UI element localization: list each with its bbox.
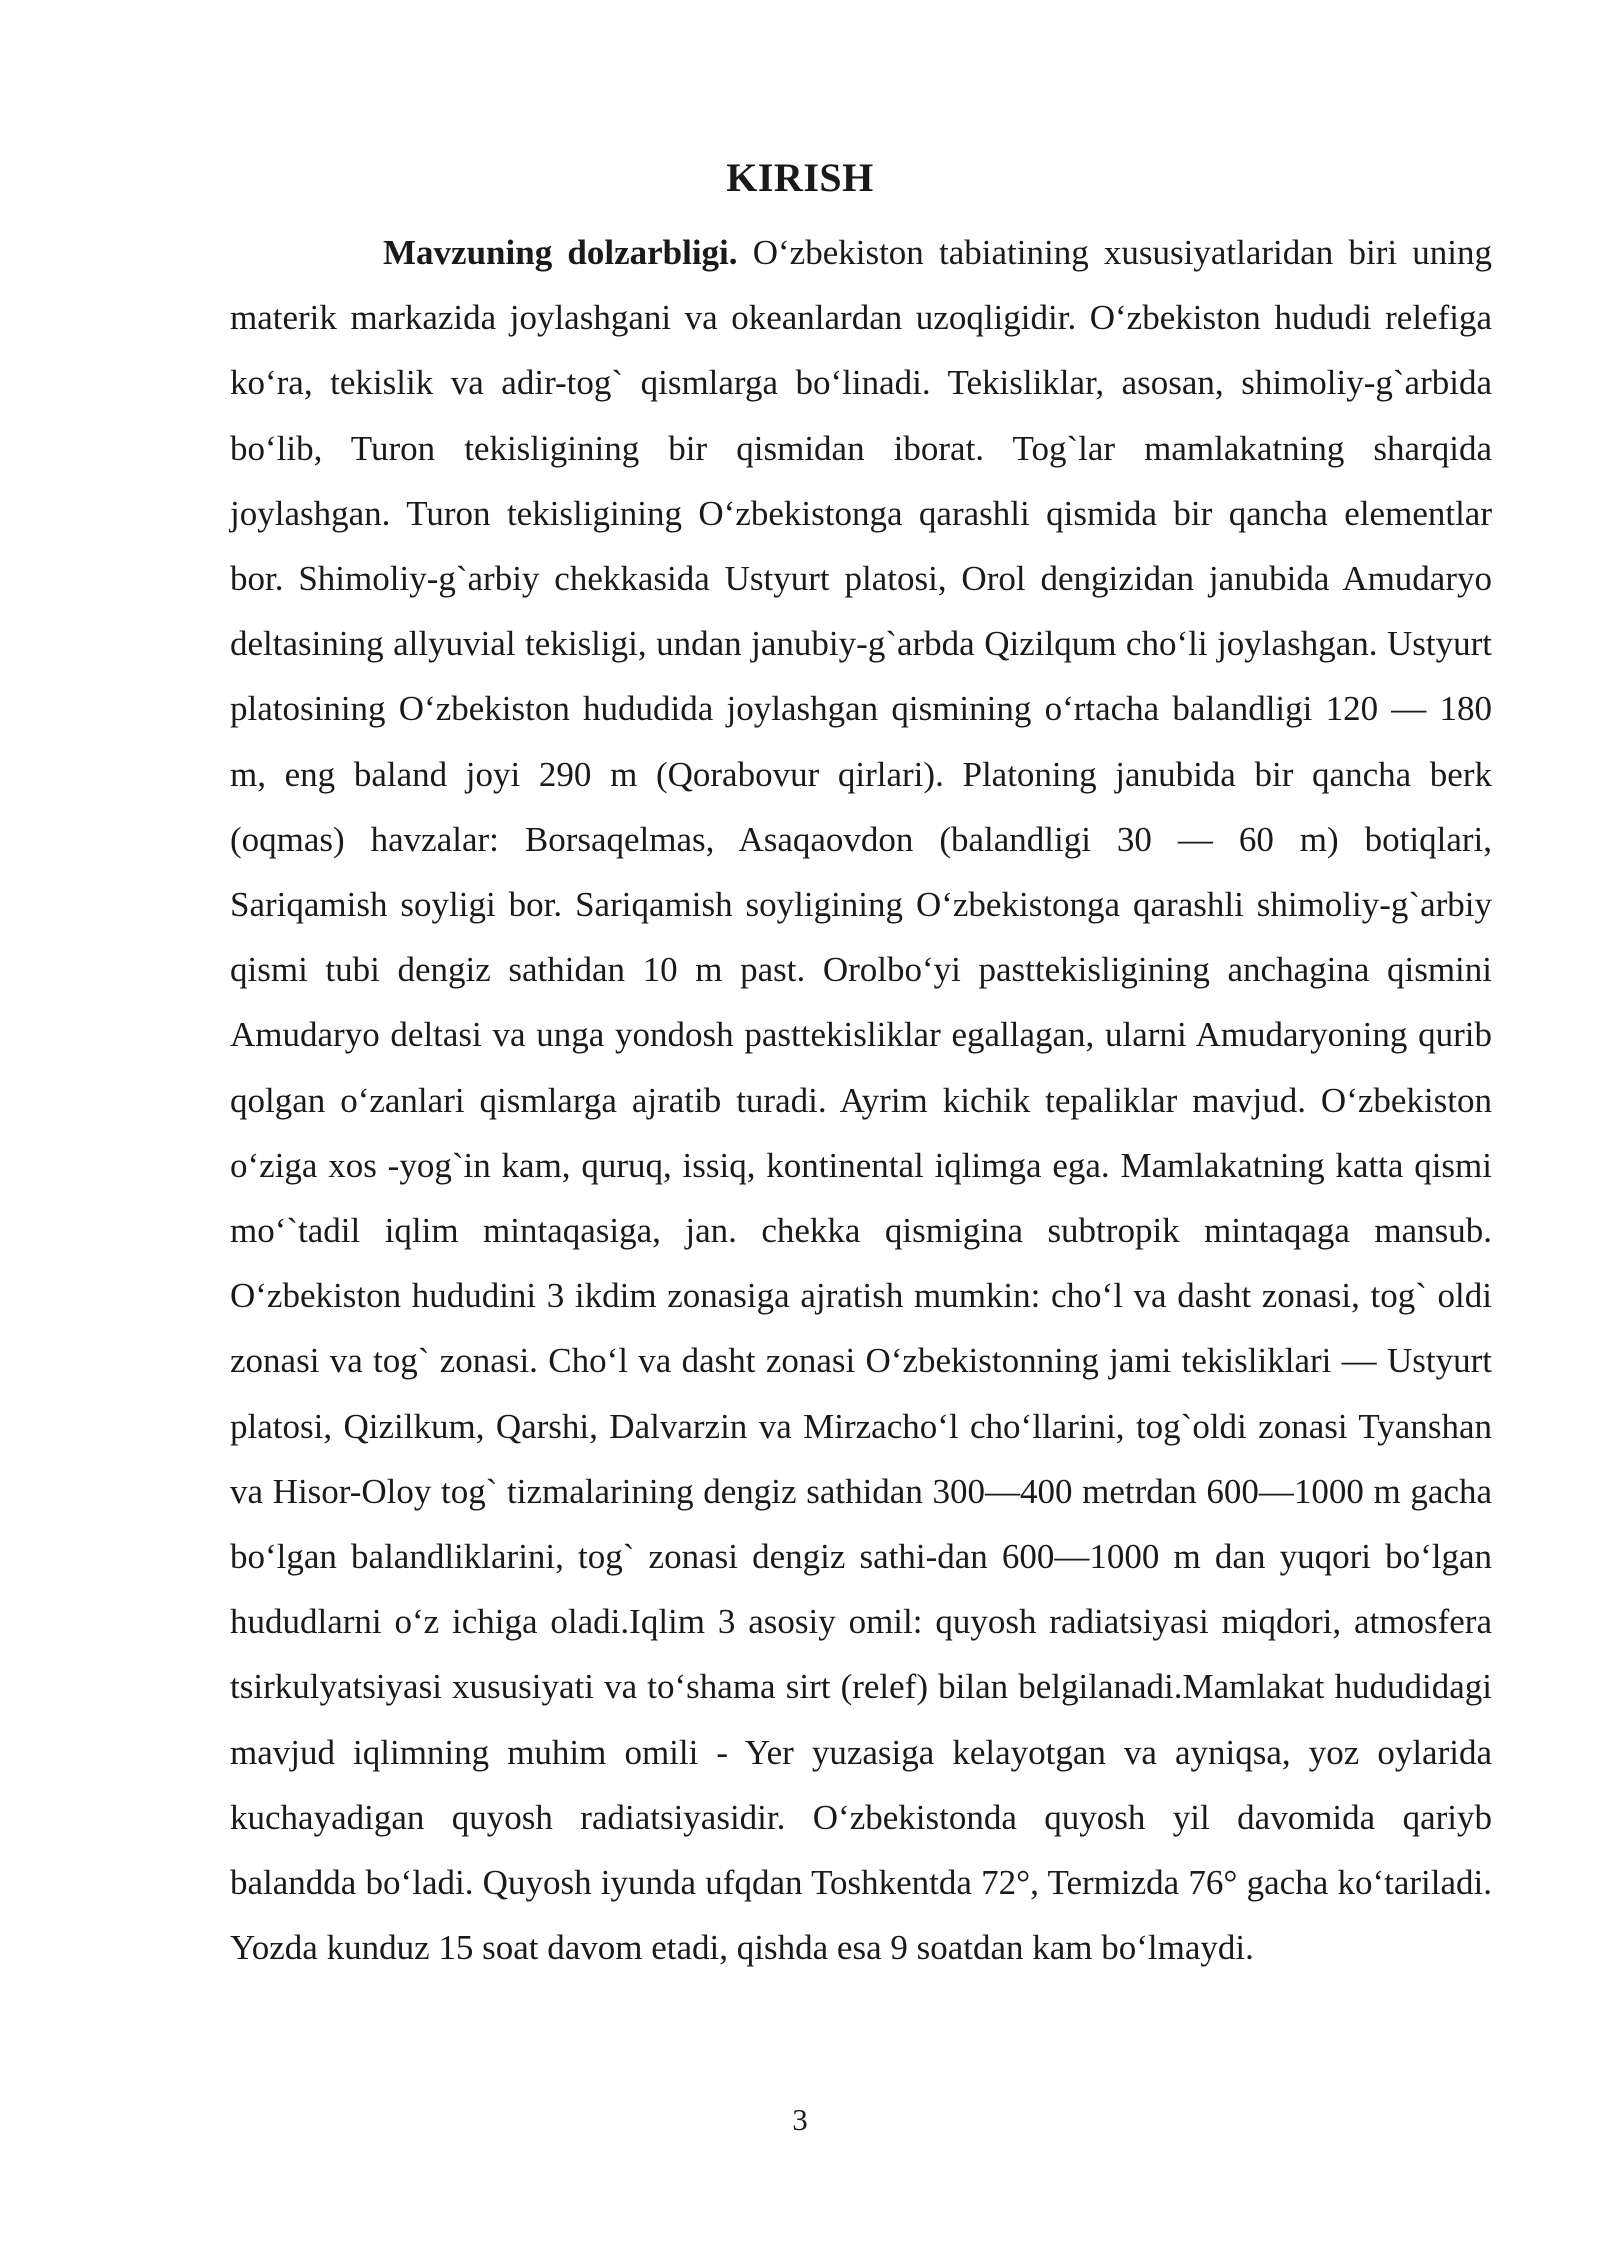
section-heading: KIRISH [726, 155, 874, 200]
paragraph-lead: Mavzuning dolzarbligi. [383, 233, 738, 272]
paragraph-text: O‘zbekiston tabiatining xususiyatlaridan biri uning materik markazida joylashgani va okeanlardan uzoqligidir. O‘zbekiston hududi relefiga ko‘ra, tekislik va adir-tog` qismlarga bo‘linadi. Tekisliklar, asosan, shimoliy-g`arbida bo‘lib, Turon tekisligining bir qismidan iborat. Tog`lar mamlakatning sharqida joylashgan. Turon tekisligining O‘zbekistonga qarashli qismida bir qancha elementlar bor. Shimoliy-g`arbiy chekkasida Ustyurt platosi, Orol dengizidan janubida Amudaryo deltasining allyuvial tekisligi, undan janubiy-g`arbda Qizilqum cho‘li joylashgan. Ustyurt platosining O‘zbekiston hududida joylashgan qismining o‘rtacha balandligi 120 — 180 m, eng baland joyi 290 m (Qorabovur qirlari). Platoning janubida bir qancha berk (oqmas) havzalar: Borsaqelmas, Asaqaovdon (balandligi 30 — 60 m) botiqlari, Sariqamish soyligi bor. Sariqamish soyligining O‘zbekistonga qarashli shimoliy-g`arbiy qismi tubi dengiz sathidan 10 m past. Orolbo‘yi pasttekisligining anchagina qismini Amudaryo deltasi va unga yondosh pasttekisliklar egallagan, ularni Amudaryoning qurib qolgan o‘zanlari qismlarga ajratib turadi. Ayrim kichik tepaliklar mavjud. O‘zbekiston o‘ziga xos -yog`in kam, quruq, issiq, kontinental iqlimga ega. Mamlakatning katta qismi mo‘`tadil iqlim mintaqasiga, jan. chekka qismigina subtropik mintaqaga mansub. O‘zbekiston hududini 3 ikdim zonasiga ajratish mumkin: cho‘l va dasht zonasi, tog` oldi zonasi va tog` zonasi. Cho‘l va dasht zonasi O‘zbekistonning jami tekisliklari — Ustyurt platosi, Qizilkum, Qarshi, Dalvarzin va Mirzacho‘l cho‘llarini, tog`oldi zonasi Tyanshan va Hisor-Oloy tog` tizmalarining dengiz sathidan 300—400 metrdan 600—1000 m gacha bo‘lgan balandliklarini, tog` zonasi dengiz sathi-dan 600—1000 m dan yuqori bo‘lgan hududlarni o‘z ichiga oladi.Iqlim 3 asosiy omil: quyosh radiatsiyasi miqdori, atmosfera tsirkulyatsiyasi xususiyati va to‘shama sirt (relef) bilan belgilanadi.Mamlakat hududidagi mavjud iqlimning muhim omili - Yer yuzasiga kelayotgan va ayniqsa, yoz oylarida kuchayadigan quyosh radiatsiyasidir. O‘zbekistonda quyosh yil davomida qariyb balandda bo‘ladi. Quyosh iyunda ufqdan Toshkentda 72°, Termizda 76° gacha ko‘tariladi. Yozda kunduz 15 soat davom etadi, qishda esa 9 soatdan kam bo‘lmaydi. [230, 233, 1492, 1968]
page-number: 3 [792, 2102, 808, 2137]
body-paragraph [230, 220, 1492, 1980]
